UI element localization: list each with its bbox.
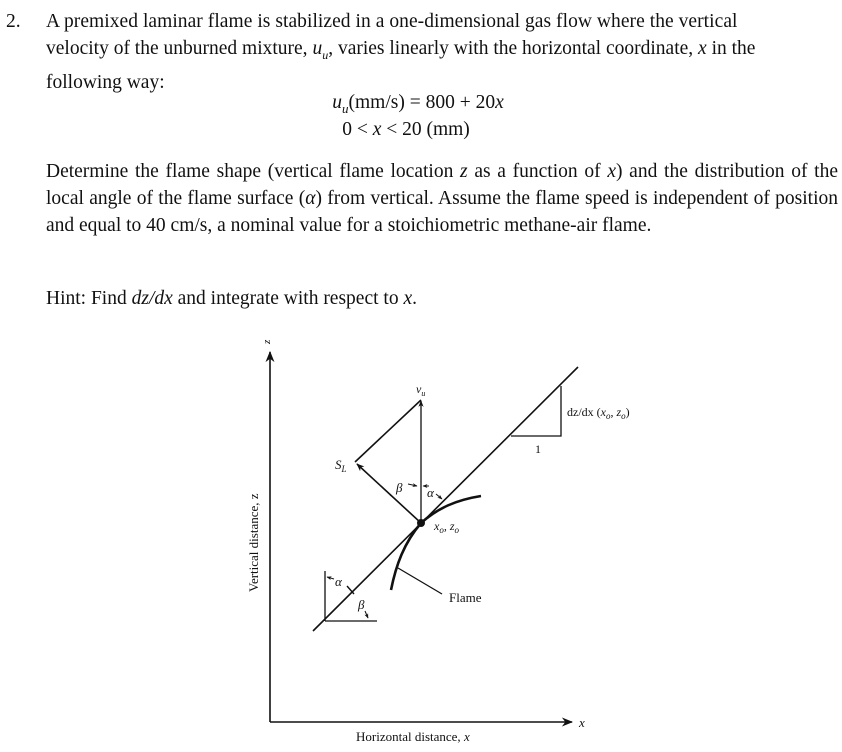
slope-rise-label: dz/dx ($x_o$, $z_o$) [567,405,630,421]
beta-arrow-upper [408,484,417,486]
sl-vector [357,464,421,523]
intro-line-2: velocity of the unburned mixture, $u_u$, varies linearly with the horizontal coordinate, x in the [46,38,756,62]
alpha-arrow-lower [327,577,334,579]
beta-arrow-lower [365,611,368,618]
equation-domain: 0 < x < 20 (mm) [342,119,470,140]
flame-label: Flame [449,590,482,605]
sl-label: $S_L$ [335,457,347,474]
problem-hint: Hint: Find dz/dx and integrate with respect to x. [46,288,417,309]
alpha-label-upper: α [427,485,434,500]
alpha-label-lower: α [335,574,342,589]
y-axis-symbol: z [261,339,273,344]
slope-run-label: 1 [535,442,541,456]
y-axis-label: Vertical distance, z [246,493,261,592]
problem-number: 2. [6,11,21,32]
intro-line-3: following way: [46,71,165,93]
problem-task: Determine the flame shape (vertical flame location z as a function of x) and the distribution of the local angle of the flame surface (α) from vertical. Assume the flame speed is independent of position and equal to 40 cm/s, a nominal value for a stoichiometric methane-air flame. [46,161,838,236]
beta-label-upper: β [396,480,403,495]
equation-velocity: $u_u(mm/s) = 800 + 20x$ [332,92,504,116]
tangent-line [313,367,578,631]
sl-to-vu-line [355,400,421,462]
vu-label: $v_u$ [416,382,426,398]
flame-curve [391,496,481,590]
slope-triangle [511,386,561,436]
alpha-arrow-upper-2 [436,494,442,499]
x-axis-symbol: x [579,715,585,730]
point-label: $x_o$, $z_o$ [434,519,459,535]
flame-leader [398,568,442,594]
beta-label-lower: β [358,597,365,612]
x-axis-label: Horizontal distance, x [356,729,470,744]
intro-line-1: A premixed laminar flame is stabilized in a one-dimensional gas flow where the vertical [46,11,738,32]
